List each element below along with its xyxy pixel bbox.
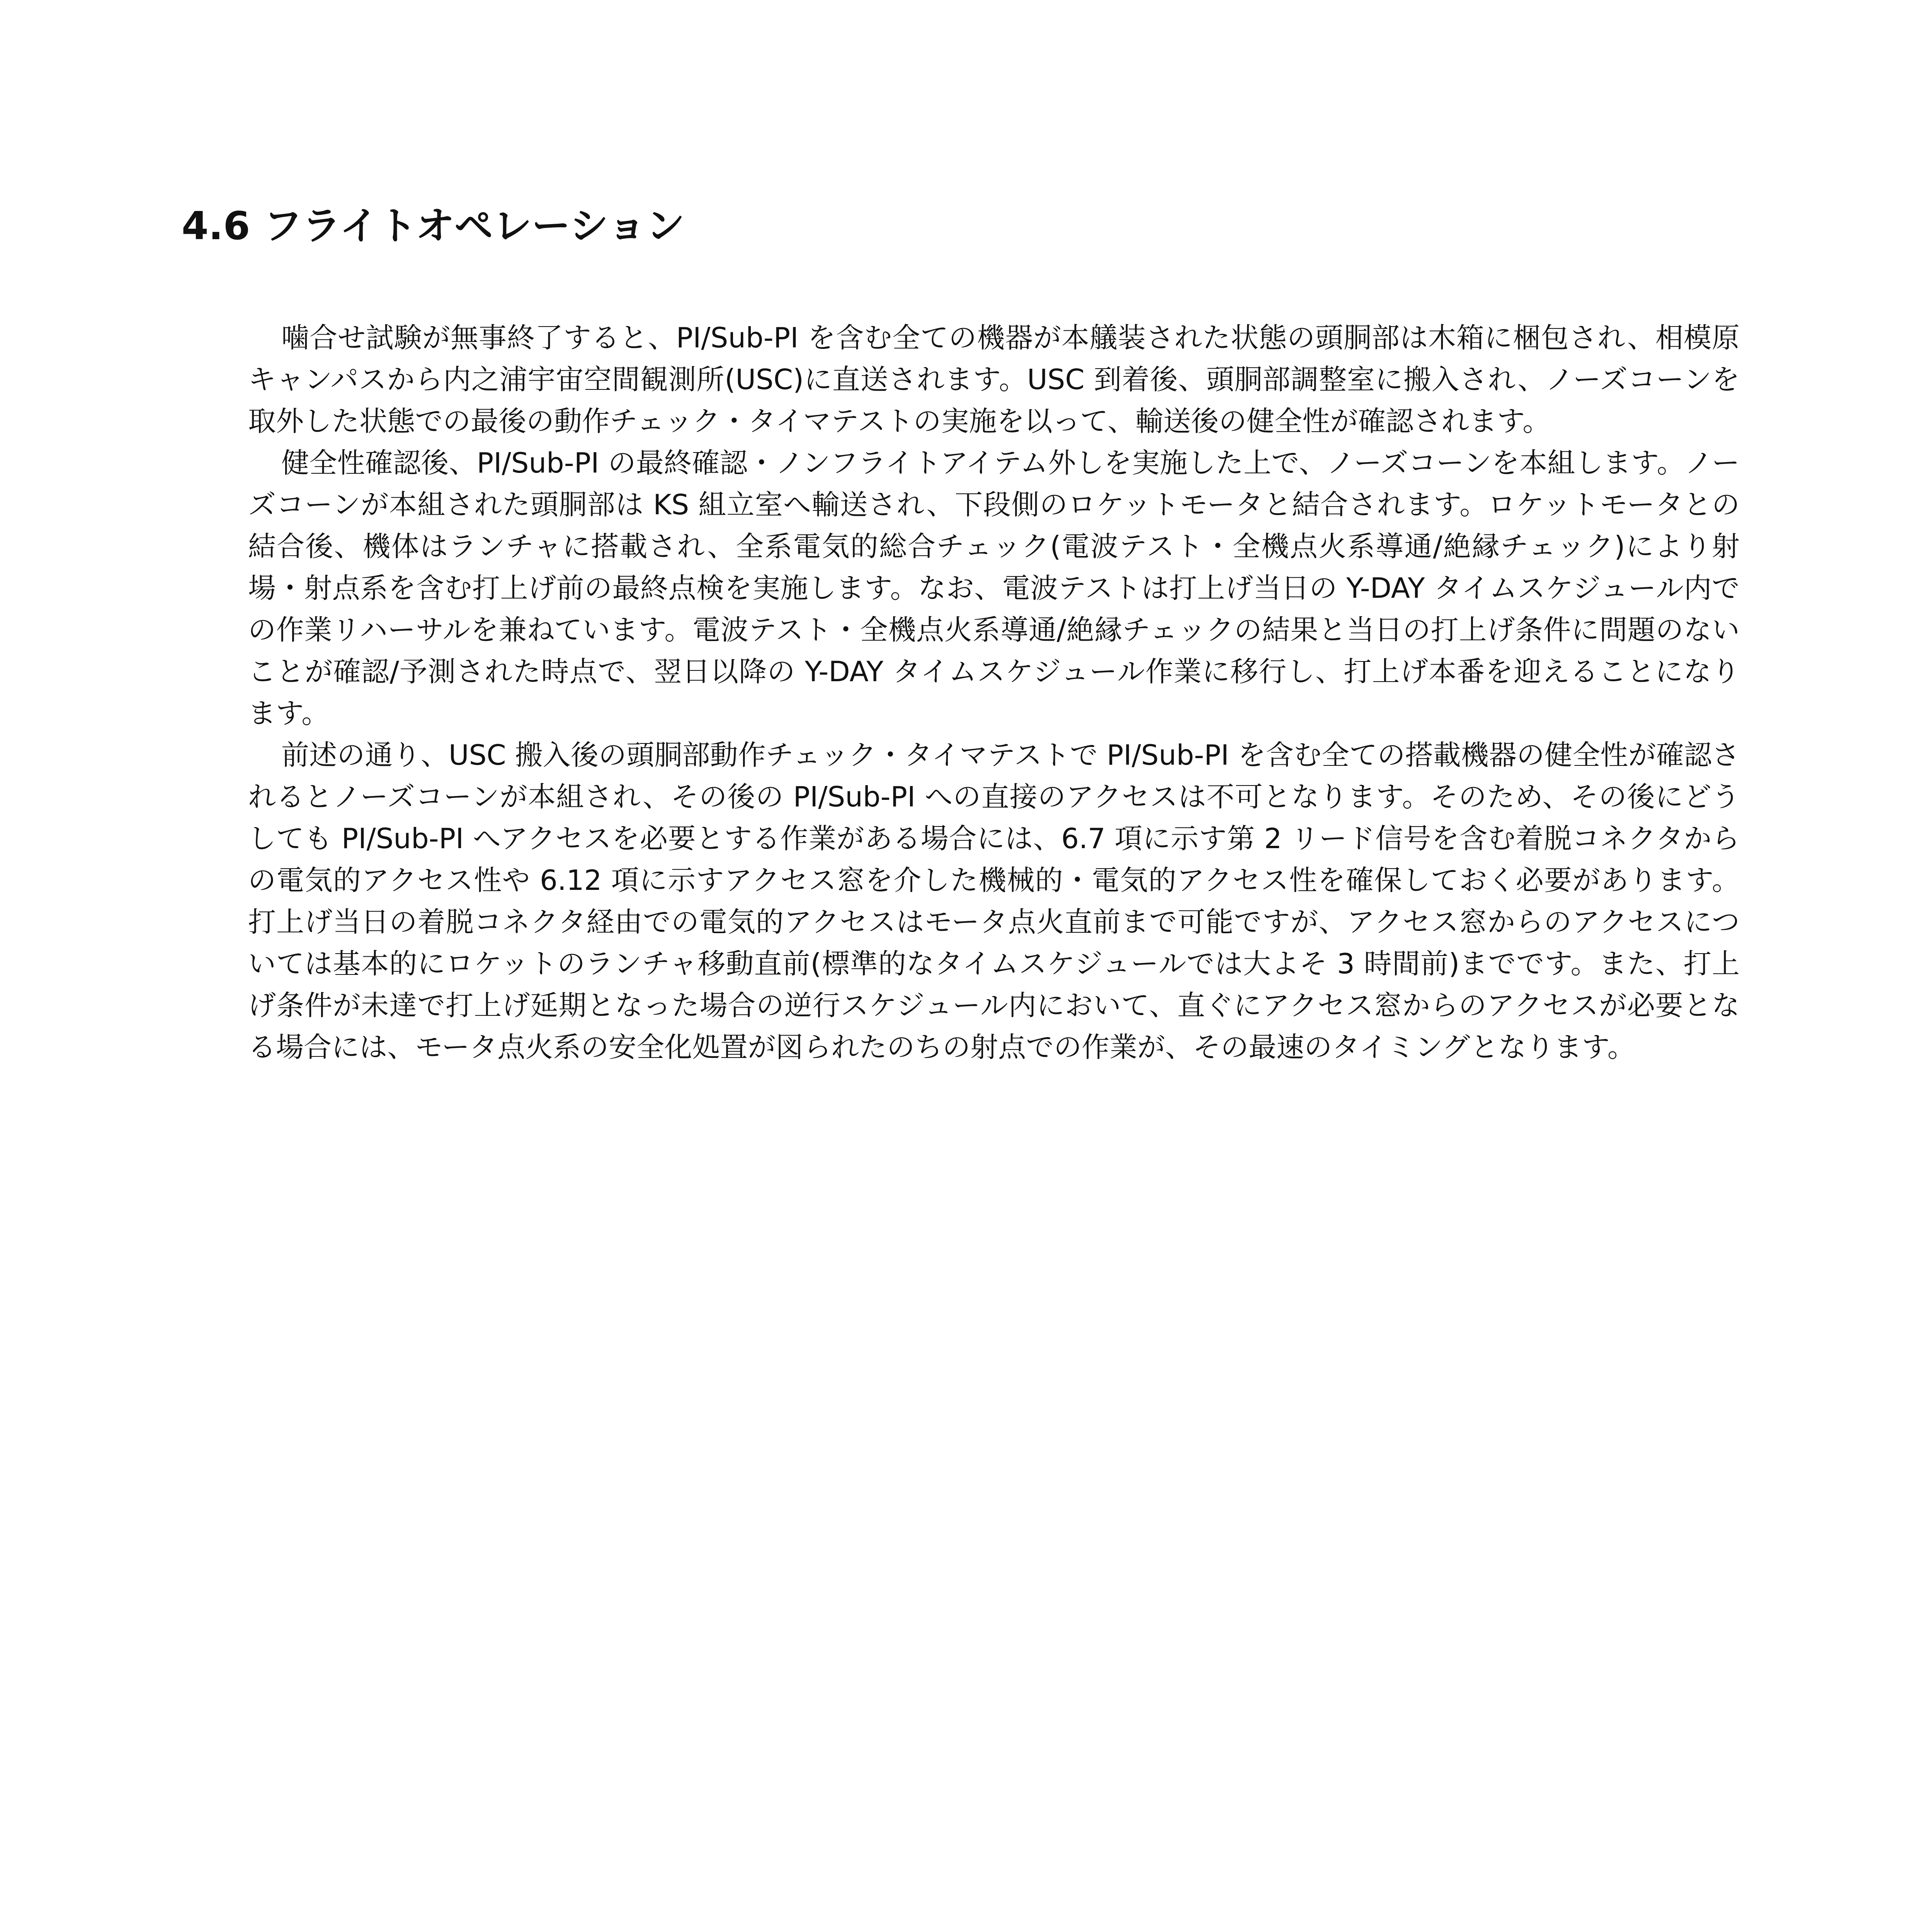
paragraph-2: 健全性確認後、PI/Sub-PI の最終確認・ノンフライトアイテム外しを実施した上で、ノーズコーンを本組します。ノーズコーンが本組された頭胴部は KS 組立室へ輸送され、下段側のロケットモータと結合されます。ロケットモータとの結合後、機体はランチャに搭載され、全系電気的総合チェック(電波テスト・全機点火系導通/絶縁チェック)により射場・射点系を含む打上げ前の最終点検を実施します。なお、電波テストは打上げ当日の Y-DAY タイムスケジュール内での作業リハーサルを兼ねています。電波テスト・全機点火系導通/絶縁チェックの結果と当日の打上げ条件に問題のないことが確認/予測された時点で、翌日以降の Y-DAY タイムスケジュール作業に移行し、打上げ本番を迎えることになります。 (248, 447, 1740, 730)
paragraph-3: 前述の通り、USC 搬入後の頭胴部動作チェック・タイマテストで PI/Sub-PI を含む全ての搭載機器の健全性が確認されるとノーズコーンが本組され、その後の PI/Sub-PI への直接のアクセスは不可となります。そのため、その後にどうしても PI/Sub-PI へアクセスを必要とする作業がある場合には、6.7 項に示す第 2 リード信号を含む着脱コネクタからの電気的アクセス性や 6.12 項に示すアクセス窓を介した機械的・電気的アクセス性を確保しておく必要があります。打上げ当日の着脱コネクタ経由での電気的アクセスはモータ点火直前まで可能ですが、アクセス窓からのアクセスについては基本的にロケットのランチャ移動直前(標準的なタイムスケジュールでは大よそ 3 時間前)までです。また、打上げ条件が未達で打上げ延期となった場合の逆行スケジュール内において、直ぐにアクセス窓からのアクセスが必要となる場合には、モータ点火系の安全化処置が図られたのちの射点での作業が、その最速のタイミングとなります。 (248, 739, 1740, 1063)
section-title: 4.6 フライトオペレーション (182, 203, 685, 248)
paragraph-1: 噛合せ試験が無事終了すると、PI/Sub-PI を含む全ての機器が本艤装された状態の頭胴部は木箱に梱包され、相模原キャンパスから内之浦宇宙空間観測所(USC)に直送されます。USC 到着後、頭胴部調整室に搬入され、ノーズコーンを取外した状態での最後の動作チェック・タイマテストの実施を以って、輸送後の健全性が確認されます。 (248, 321, 1740, 437)
body-text (248, 317, 1740, 1068)
